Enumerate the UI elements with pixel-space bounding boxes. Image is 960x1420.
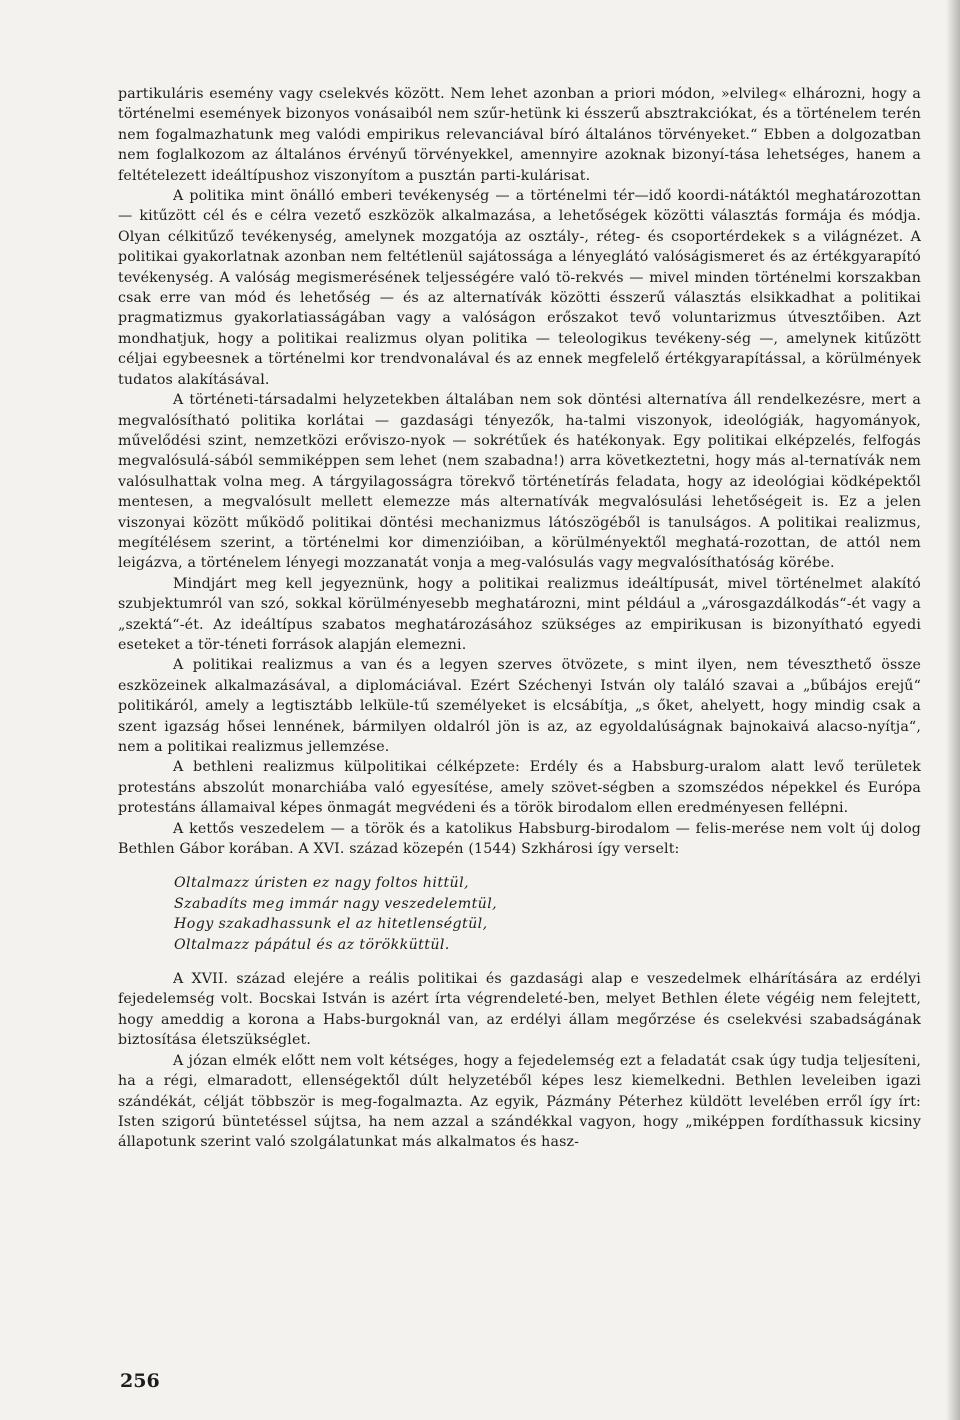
page-edge-shadow (946, 0, 960, 1420)
paragraph: A XVII. század elejére a reális politikai és gazdasági alap e veszedelmek elhárítására az erdélyi fejedelemség volt. Bocskai István is azért írta végrendeleté-ben, melyet Bethlen élete végéig nem felejtett, hogy ameddig a korona a Habs-burgoknál van, az erdélyi állam megőrzése és cselekvési szabadságának biztosítása életszükséglet. (118, 971, 921, 1049)
paragraph: A politikai realizmus a van és a legyen szerves ötvözete, s mint ilyen, nem téveszthető össze eszközeinek alkalmazásával, a diplomáciával. Ezért Széchenyi István oly találó szavai a „bűbájos erejű“ politikáról, amely a legtisztább lelküle-tű személyeket is elcsábítja, „s őket, ahelyett, hogy mindig csak a szent igazság hősei lennének, bármilyen oldalról jön is az, az egyoldalúságnak bajnokaivá alacso-nyítja“, nem a politikai realizmus jellemzése. (118, 657, 921, 755)
page-number: 256 (120, 1370, 160, 1392)
poem-line: Oltalmazz úristen ez nagy foltos hittül, (174, 875, 469, 892)
paragraph: A kettős veszedelem — a török és a katolikus Habsburg-birodalom — felis-merése nem volt új dolog Bethlen Gábor korában. A XVI. század közepén (1544) Szkhárosi így verselt: (118, 820, 921, 858)
body-text (118, 84, 921, 1153)
poem-line: Szabadíts meg immár nagy veszedelemtül, (174, 895, 498, 912)
paragraph: A bethleni realizmus külpolitikai célképzete: Erdély és a Habsburg-uralom alatt levő területek protestáns abszolút monarchiába való egyesítése, amely szövet-ségben a szomszédos népekkel és Európa protestáns államaival képes önmagát megvédeni és a török birodalom ellen eredményesen fellépni. (118, 759, 921, 817)
paragraph: partikuláris esemény vagy cselekvés között. Nem lehet azonban a priori módon, »elvileg« elhározni, hogy a történelmi események bizonyos vonásaiból nem szűr-hetünk ki ésszerű absztrakciókat, és a történelem terén nem fogalmazhatunk meg valódi empirikus relevanciával bíró általános törvényeket.“ Ebben a dolgozatban nem foglalkozom az általános érvényű törvényekkel, amennyire azoknak bizonyí-tása lehetséges, hanem a feltételezett ideáltípushoz viszonyítom a pusztán parti-kulárisat. (118, 86, 921, 184)
paragraph: A politika mint önálló emberi tevékenység — a történelmi tér—idő koordi-nátáktól meghatározottan — kitűzött cél és e célra vezető eszközök alkalmazása, a lehetőségek közötti választás formája és módja. Olyan célkitűző tevékenység, amelynek mozgatója az osztály-, réteg- és csoportérdekek s a világnézet. A politikai gyakorlatnak azonban nem feltétlenül sajátossága a lényeglátó valóságismeret és az értékgyarapító tevékenység. A valóság megismerésének teljességére való tö-rekvés — mivel minden történelmi korszakban csak erre van mód és lehetőség — és az alternatívák közötti ésszerű választás elsikkadhat a politikai pragmatizmus gyakorlatiasságában vagy a valóságon erőszakot tevő voluntarizmus útvesztőiben. Azt mondhatjuk, hogy a politikai realizmus olyan politika — teleologikus tevékeny-ség —, amelynek kitűzött céljai egybeesnek a történelmi kor trendvonalával és az ennek megfelelő értékgyarapítással, a körülmények tudatos alakításával. (118, 188, 921, 388)
poem-line: Oltalmazz pápátul és az törökküttül. (174, 936, 450, 953)
paragraph: A történeti-társadalmi helyzetekben általában nem sok döntési alternatíva áll rendelkezésre, mert a megvalósítható politika korlátai — gazdasági tényezők, ha-talmi viszonyok, ideológiák, hagyományok, művelődési szint, nemzetközi erőviszo-nyok — sokrétűek és hatékonyak. Egy politikai elképzelés, felfogás megvalósulá-sából semmiképpen sem lehet (nem szabadna!) arra következtetni, hogy más al-ternatívák nem valósulhattak volna meg. A tárgyilagosságra törekvő történetírás feladata, hogy az ideológiai ködképektől mentesen, a megvalósult mellett elemezze más alternatívák megvalósulási lehetőségeit is. Ez a jelen viszonyai között működő politikai döntési mechanizmus látószögéből is tanulságos. A politikai realizmus, megítélésem szerint, a történelmi kor dimenzióiban, a körülményektől meghatá-rozottan, de attól nem leigázva, a történelem lényegi mozzanatát vonja a meg-valósulás vagy megvalósíthatóság körébe. (118, 392, 921, 572)
paragraph: Mindjárt meg kell jegyeznünk, hogy a politikai realizmus ideáltípusát, mivel történelmet alakító szubjektumról van szó, sokkal körülményesebb meghatározni, mint például a „városgazdálkodás“-ét vagy a „szektá“-ét. Az ideáltípus szabatos meghatározásához szükséges az empirikusan is bizonyítható egyedi eseteket a tör-téneti források alapján elemezni. (118, 575, 921, 653)
poem-line: Hogy szakadhassunk el az hitetlenségtül, (174, 916, 488, 933)
paragraph: A józan elmék előtt nem volt kétséges, hogy a fejedelemség ezt a feladatát csak úgy tudja teljesíteni, ha a régi, elmaradott, ellenségektől dúlt helyzetéből képes lesz kiemelkedni. Bethlen leveleiben igazi szándékát, célját többször is meg-fogalmazta. Az egyik, Pázmány Péterhez küldött levelében erről így írt: Isten szigorú büntetéssel sújtsa, ha nem azzal a szándékkal vagyon, hogy „miképpen fordíthassuk kicsiny állapotunk szerint való szolgálatunkat más alkalmatos és hasz- (118, 1052, 921, 1151)
poem-quote (174, 873, 921, 955)
